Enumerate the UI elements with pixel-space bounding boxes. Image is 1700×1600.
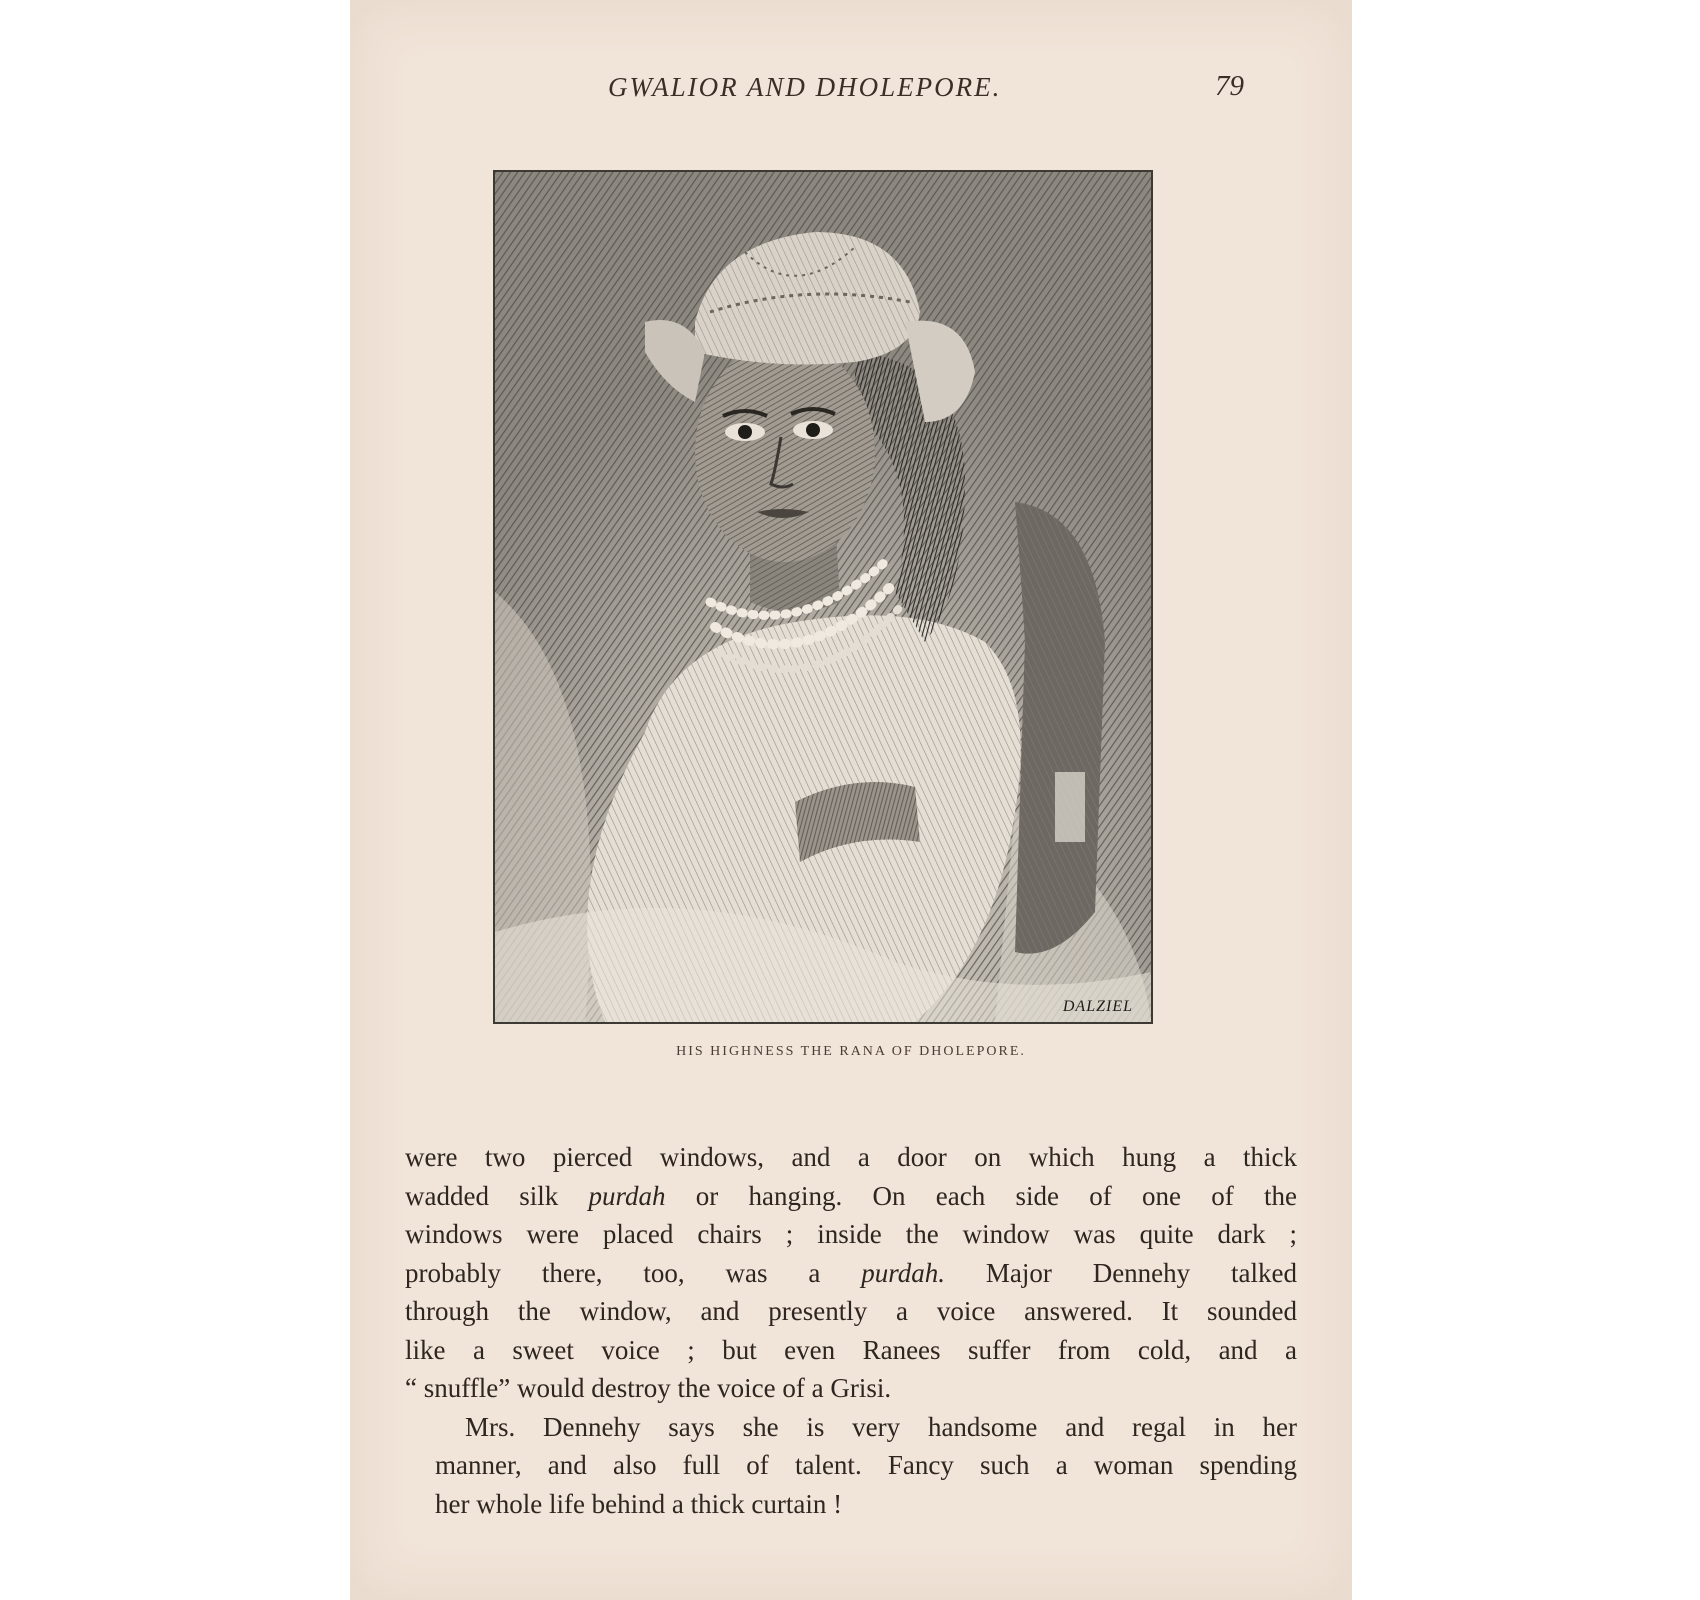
text-line: windows were placed chairs ; inside the window was quite dark ; [405, 1219, 1297, 1249]
text-line: wadded silk purdah or hanging. On each side of one of the [405, 1180, 1297, 1211]
text-line: were two pierced windows, and a door on which hung a thick [405, 1142, 1297, 1172]
page-number: 79 [1215, 70, 1244, 102]
running-head [350, 68, 1352, 108]
italic-word: purdah [588, 1180, 666, 1211]
engraver-signature: DALZIEL [1062, 998, 1133, 1015]
illustration-caption: HIS HIGHNESS THE RANA OF DHOLEPORE. [676, 1044, 1026, 1059]
text-line: through the window, and presently a voice answered. It sounded [405, 1296, 1297, 1326]
running-title: GWALIOR AND DHOLEPORE. [608, 72, 1002, 102]
text-line: probably there, too, was a purdah. Major Dennehy talked [405, 1257, 1297, 1288]
text-line: like a sweet voice ; but even Ranees suffer from cold, and a [405, 1334, 1297, 1365]
book-page [350, 0, 1352, 1600]
italic-word: purdah. [861, 1257, 945, 1288]
text-line: her whole life behind a thick curtain ! [435, 1488, 843, 1519]
portrait-engraving-drawing [495, 172, 1151, 1022]
text-line: manner, and also full of talent. Fancy such a woman spending [435, 1450, 1297, 1480]
body-text [405, 1138, 1297, 1523]
engraved-portrait [493, 170, 1153, 1024]
text-line: Mrs. Dennehy says she is very handsome and regal in her [465, 1411, 1297, 1442]
text-line: “ snuffle” would destroy the voice of a Grisi. [405, 1373, 892, 1403]
paragraph [405, 1408, 1297, 1524]
paragraph [405, 1138, 1297, 1408]
